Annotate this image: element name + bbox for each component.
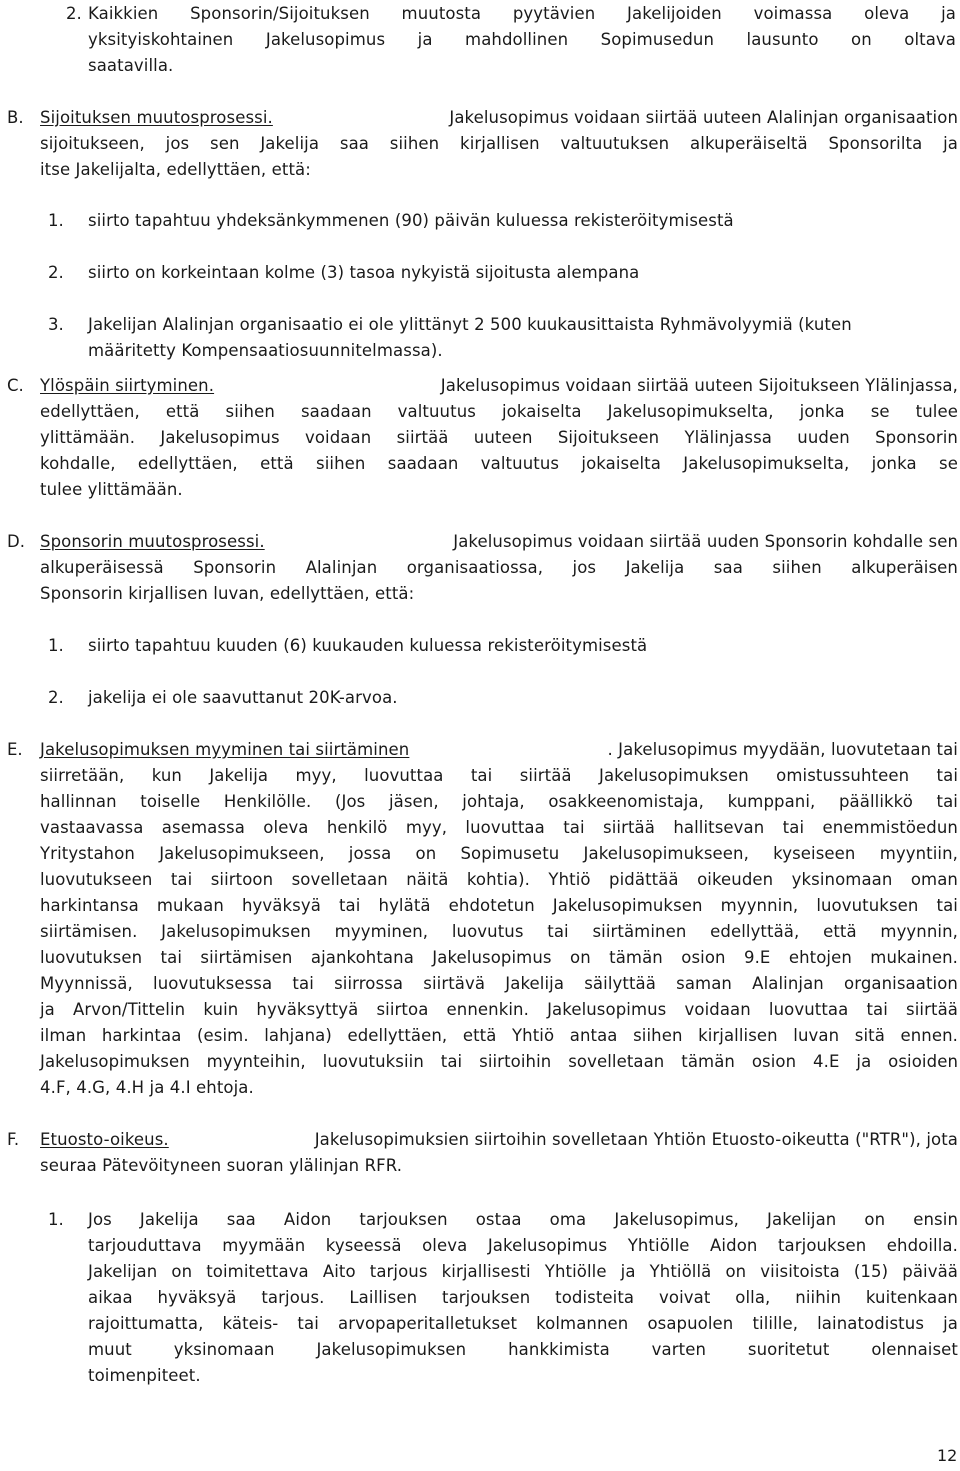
list-item-text: toimenpiteet. [88,1366,201,1385]
paragraph-line: 4.F, 4.G, 4.H ja 4.I ehtoja. [40,1078,254,1097]
section-heading: Sponsorin muutosprosessi. [40,532,265,551]
list-item-text: määritetty Kompensaatiosuunnitelmassa). [88,341,443,360]
section-first-line-text: Jakelusopimus voidaan siirtää uuteen Sijoitukseen Ylälinjassa, [440,376,958,395]
paragraph-line: sijoitukseen, jos sen Jakelija saa siihen kirjallisen valtuutuksen alkuperäiseltä Sponsorilta ja [40,134,958,153]
section-first-line [40,1130,958,1150]
paragraph-line: ilman harkintaa (esim. lahjana) edellyttäen, että Yhtiö antaa siihen kirjallisen luvan sitä ennen. [40,1026,958,1045]
list-item-text: tarjouduttava myymään kyseessä oleva Jakelusopimus Yhtiölle Aidon tarjouksen ehdoilla. [88,1236,958,1255]
list-item-text: siirto tapahtuu kuuden (6) kuukauden kuluessa rekisteröitymisestä [88,636,648,655]
paragraph-line: harkintansa mukaan hyväksyä tai hylätä ehdotetun Jakelusopimuksen myynnin, luovutuksen tai [40,896,958,915]
list-item-text: aikaa hyväksyä tarjous. Laillisen tarjouksen todisteita voivat olla, niihin kuitenkaan [88,1288,958,1307]
list-item-text: siirto tapahtuu yhdeksänkymmenen (90) päivän kuluessa rekisteröitymisestä [88,211,734,230]
list-item-text: jakelija ei ole saavuttanut 20K-arvoa. [88,688,398,707]
paragraph-line: siirretään, kun Jakelija myy, luovuttaa tai siirtää Jakelusopimuksen omistussuhteen tai [40,766,958,785]
list-item-text: Jos Jakelija saa Aidon tarjouksen ostaa oma Jakelusopimus, Jakelijan on ensin [88,1210,958,1229]
section-letter: D. [7,532,25,551]
paragraph-line: alkuperäisessä Sponsorin Alalinjan organisaatiossa, jos Jakelija saa siihen alkuperäisen [40,558,958,577]
list-number: 3. [48,315,64,334]
section-first-line [40,376,958,396]
paragraph-line: itse Jakelijalta, edellyttäen, että: [40,160,311,179]
list-number: 1. [48,211,64,230]
section-letter: E. [7,740,23,759]
section-heading: Ylöspäin siirtyminen. [40,376,215,395]
section-first-line [40,532,958,552]
paragraph-line: saatavilla. [88,56,174,75]
paragraph-line: luovutuksen tai siirtämisen ajankohtana Jakelusopimus on tämän osion 9.E ehtojen mukainen. [40,948,958,967]
list-number: 2. [48,688,64,707]
paragraph-line: tulee ylittämään. [40,480,183,499]
page-number: 12 [937,1446,958,1465]
section-first-line-text: . Jakelusopimus myydään, luovutetaan tai [607,740,958,759]
section-first-line-text: Jakelusopimuksien siirtoihin sovelletaan Yhtiön Etuosto-oikeutta ("RTR"), jota [314,1130,958,1149]
section-first-line [40,108,958,128]
list-number: 1. [48,1210,64,1229]
paragraph-line: Kaikkien Sponsorin/Sijoituksen muutosta pyytävien Jakelijoiden voimassa oleva ja [88,4,956,23]
section-heading: Jakelusopimuksen myyminen tai siirtäminen [40,740,410,759]
paragraph-line: hallinnan toiselle Henkilölle. (Jos jäsen, johtaja, osakkeenomistaja, kumppani, päällikkö tai [40,792,958,811]
list-item-text: Jakelijan Alalinjan organisaatio ei ole ylittänyt 2 500 kuukausittaista Ryhmävolyymiä (kuten [88,315,852,334]
section-heading: Etuosto-oikeus. [40,1130,169,1149]
paragraph-line: kohdalle, edellyttäen, että siihen saadaan valtuutus jokaiselta Jakelusopimukselta, jonka se [40,454,958,473]
paragraph-line: Yritystahon Jakelusopimukseen, jossa on Sopimusetu Jakelusopimukseen, kyseiseen myyntiin, [40,844,958,863]
section-first-line [40,740,958,760]
list-number: 1. [48,636,64,655]
paragraph-line: Myynnissä, luovutuksessa tai siirrossa siirtävä Jakelija säilyttää saman Alalinjan organisaation [40,974,958,993]
section-first-line-text: Jakelusopimus voidaan siirtää uuteen Alalinjan organisaation [449,108,958,127]
section-letter: B. [7,108,24,127]
section-heading: Sijoituksen muutosprosessi. [40,108,273,127]
list-item-text: siirto on korkeintaan kolme (3) tasoa nykyistä sijoitusta alempana [88,263,640,282]
paragraph-line: luovutukseen tai siirtoon sovelletaan näitä kohtia). Yhtiö pidättää oikeuden yksinomaan oman [40,870,958,889]
section-first-line-text: Jakelusopimus voidaan siirtää uuden Sponsorin kohdalle sen [453,532,958,551]
paragraph-line: Sponsorin kirjallisen luvan, edellyttäen, että: [40,584,415,603]
list-item-text: rajoittumatta, käteis- tai arvopaperitalletukset kolmannen osapuolen tilille, lainatodistus ja [88,1314,958,1333]
list-number: 2. [48,263,64,282]
paragraph-line: seuraa Pätevöityneen suoran ylälinjan RFR. [40,1156,403,1175]
section-letter: F. [7,1130,20,1149]
list-item-text: muut yksinomaan Jakelusopimuksen hankkimista varten suoritetut olennaiset [88,1340,958,1359]
list-number: 2. [66,4,82,23]
paragraph-line: yksityiskohtainen Jakelusopimus ja mahdollinen Sopimusedun lausunto on oltava [88,30,956,49]
paragraph-line: Jakelusopimuksen myynteihin, luovutuksiin tai siirtoihin sovelletaan tämän osion 4.E ja osioiden [40,1052,958,1071]
paragraph-line: ylittämään. Jakelusopimus voidaan siirtää uuteen Sijoitukseen Ylälinjassa uuden Sponsorin [40,428,958,447]
paragraph-line: vastaavassa asemassa oleva henkilö myy, luovuttaa tai siirtää hallitsevan tai enemmistöedun [40,818,958,837]
list-item-text: Jakelijan on toimitettava Aito tarjous kirjallisesti Yhtiölle ja Yhtiöllä on viisitoista (15) päivää [88,1262,958,1281]
paragraph-line: ja Arvon/Tittelin kuin hyväksyttyä siirtoa ennenkin. Jakelusopimus voidaan luovuttaa tai siirtää [40,1000,958,1019]
paragraph-line: siirtämisen. Jakelusopimuksen myyminen, luovutus tai siirtäminen edellyttää, että myynnin, [40,922,958,941]
section-letter: C. [7,376,24,395]
paragraph-line: edellyttäen, että siihen saadaan valtuutus jokaiselta Jakelusopimukselta, jonka se tulee [40,402,958,421]
